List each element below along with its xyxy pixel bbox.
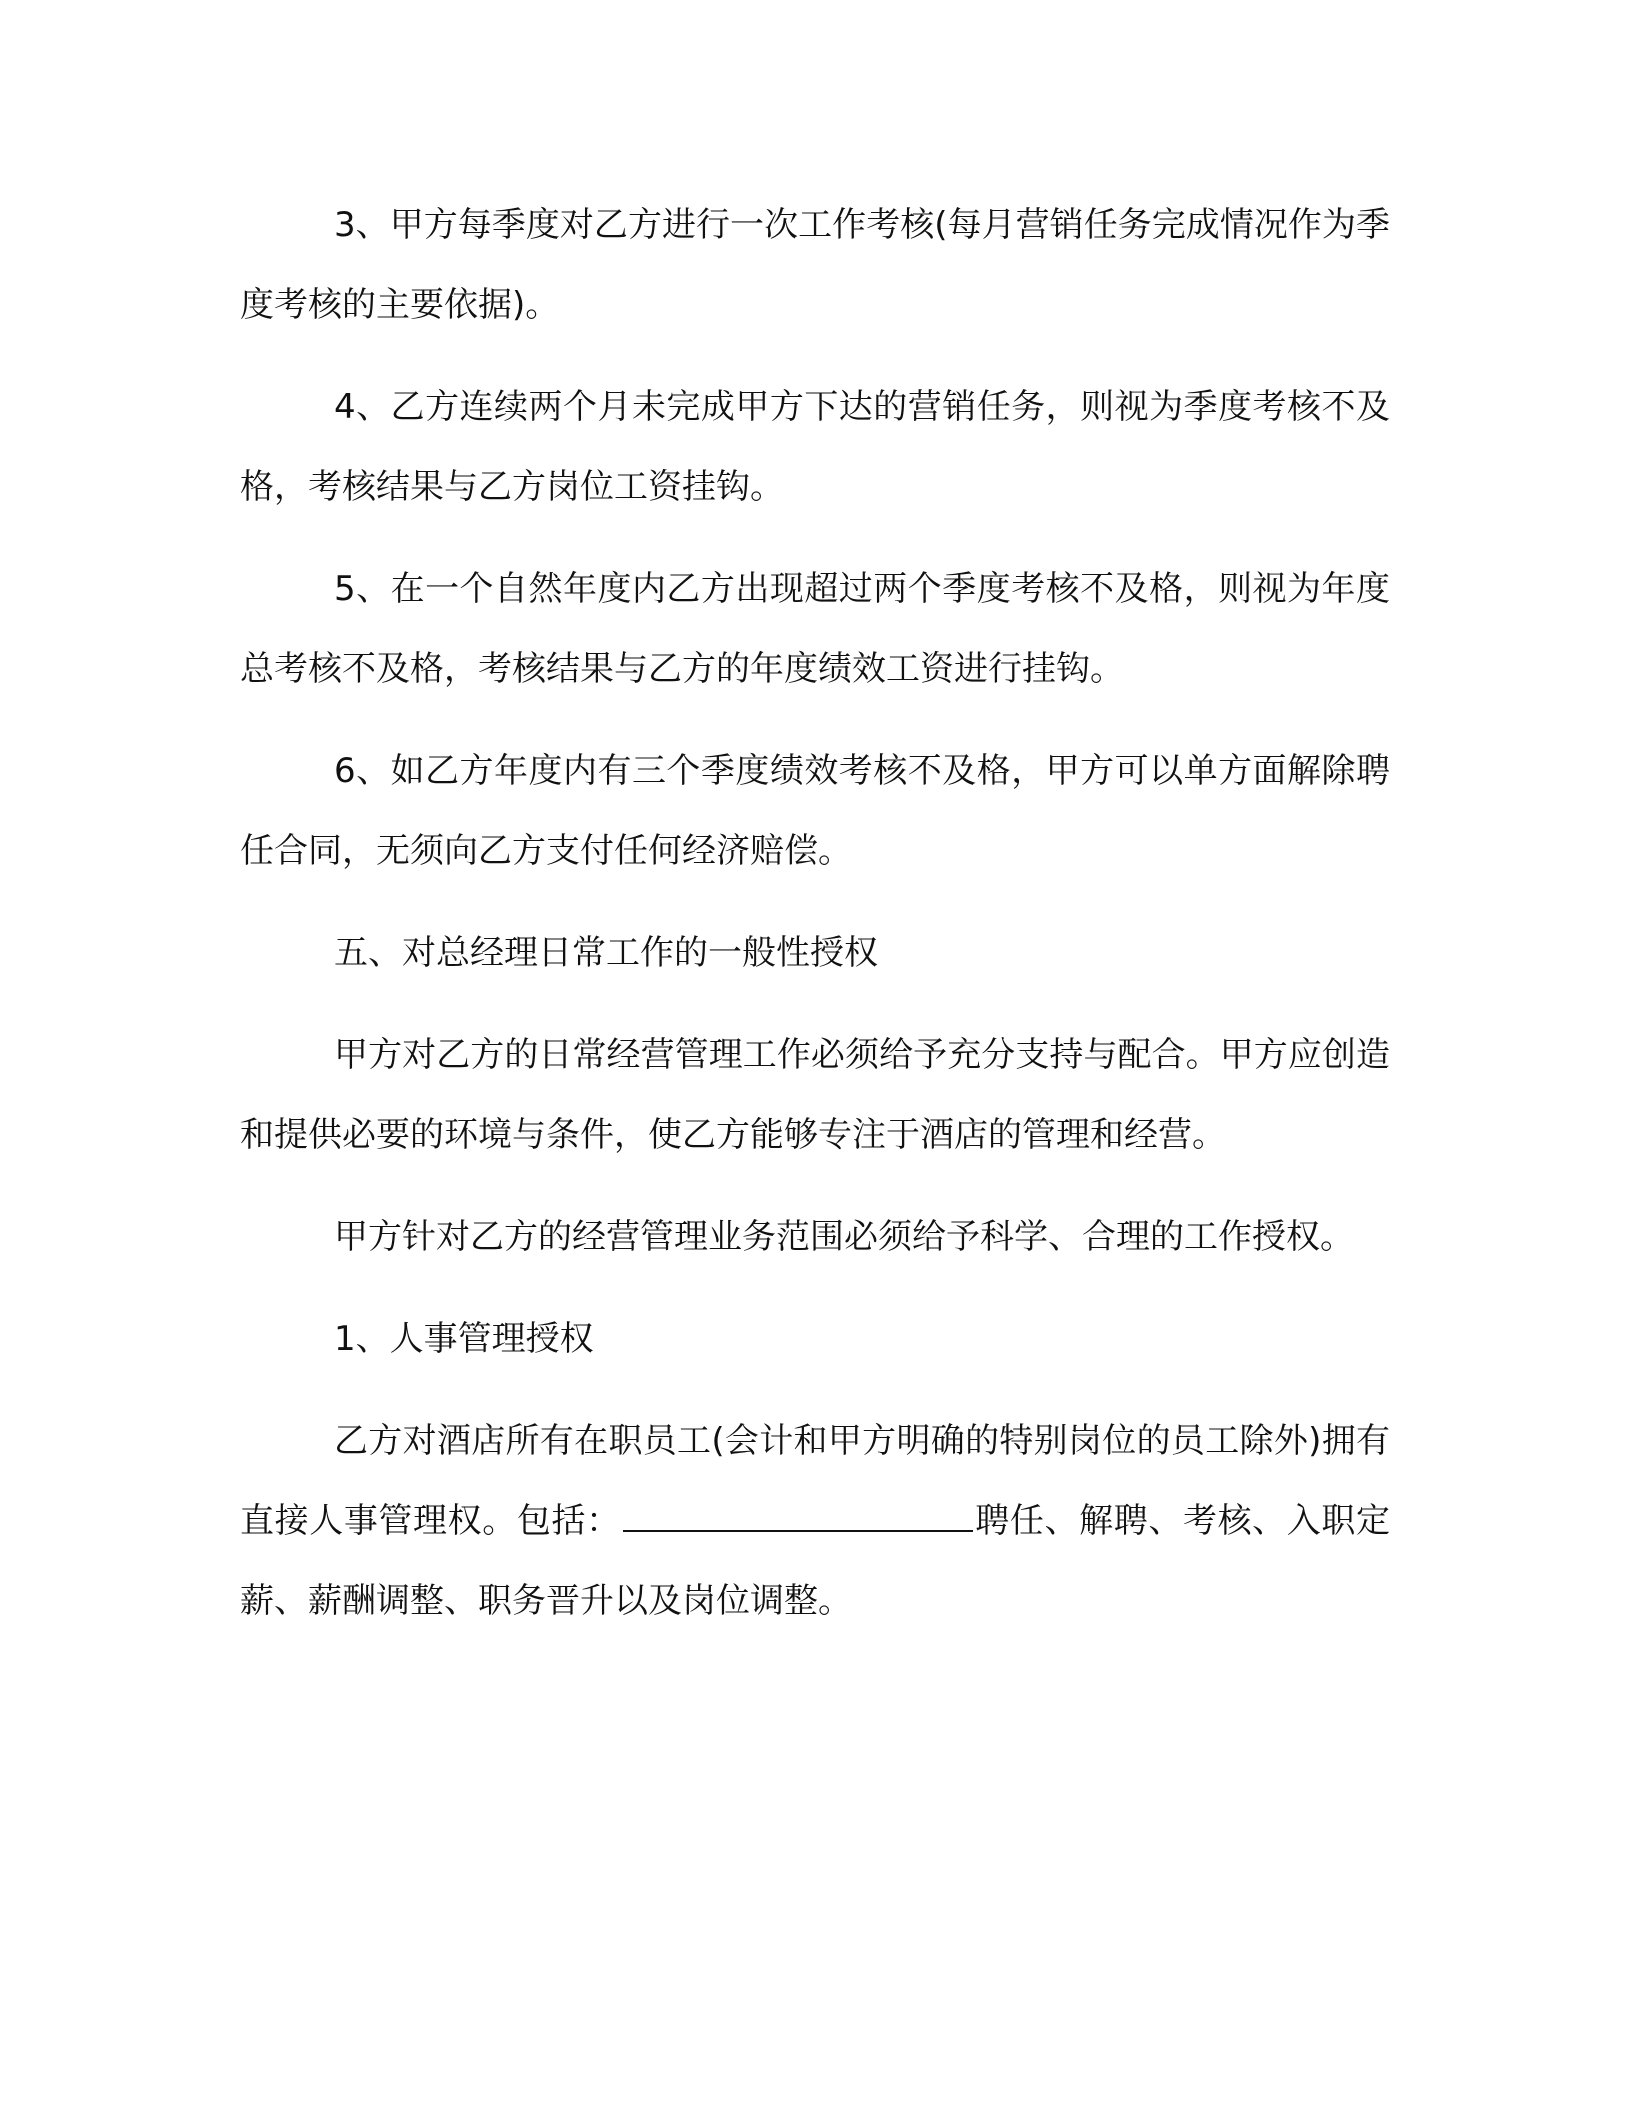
hr-rights-text-before: 乙方对酒店所有在职员工(会计和甲方明确的特别岗位的员工除外)拥有直接人事管理权。包括：	[240, 1421, 1390, 1541]
paragraph-authorization: 甲方针对乙方的经营管理业务范围必须给予科学、合理的工作授权。	[334, 1217, 1354, 1257]
hr-rights-text-after: 聘任、解聘、考核、入职定薪、薪酬调整、职务晋升以及岗位调整。	[240, 1501, 1391, 1621]
paragraph-item-6: 6、如乙方年度内有三个季度绩效考核不及格，甲方可以单方面解除聘任合同，无须向乙方支付任何经济赔偿。	[240, 751, 1390, 871]
document-page	[240, 185, 1390, 1663]
paragraph-item-4: 4、乙方连续两个月未完成甲方下达的营销任务，则视为季度考核不及格，考核结果与乙方岗位工资挂钩。	[240, 387, 1390, 507]
paragraph-item-3: 3、甲方每季度对乙方进行一次工作考核(每月营销任务完成情况作为季度考核的主要依据)。	[240, 205, 1390, 325]
fill-in-blank[interactable]	[623, 1500, 973, 1532]
paragraph-item-5: 5、在一个自然年度内乙方出现超过两个季度考核不及格，则视为年度总考核不及格，考核结果与乙方的年度绩效工资进行挂钩。	[240, 569, 1390, 689]
paragraph-hr-rights	[240, 1401, 1390, 1641]
paragraph-support: 甲方对乙方的日常经营管理工作必须给予充分支持与配合。甲方应创造和提供必要的环境与条件，使乙方能够专注于酒店的管理和经营。	[240, 1035, 1390, 1155]
section-heading-5: 五、对总经理日常工作的一般性授权	[334, 933, 878, 973]
subheading-hr-authorization: 1、人事管理授权	[334, 1319, 594, 1359]
